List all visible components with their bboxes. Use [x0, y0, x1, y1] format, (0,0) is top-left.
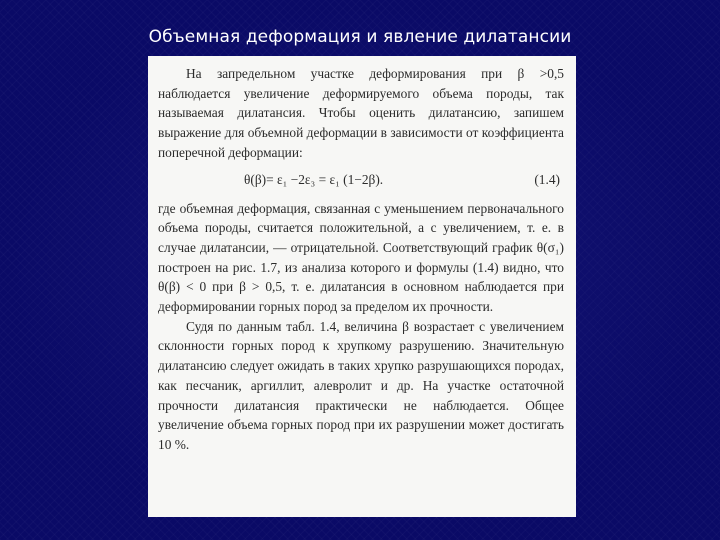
- paragraph-volumetric-strain: где объемная деформация, связанная с уменьшением первоначального объема породы, считается положительной, а с увеличением, т. е. в случае дилатансии, — отрицательной. Соответствующий график θ(σ₁) построен на рис. 1.7, из анализа которого и формулы (1.4) видно, что θ(β) < 0 при β > 0,5, т. е. дилатансия в основном наблюдается при деформировании горных пород за пределом их прочности.: [158, 200, 564, 315]
- slide-title: Объемная деформация и явление дилатансии: [148, 27, 572, 47]
- paragraph-dilatancy-intro: На запредельном участке деформирования при β >0,5 наблюдается увеличение деформируемого объема породы, так называемая дилатансия. Чтобы оценить дилатансию, запишем выражение для объемной деформации в зависимости от коэффициента поперечной деформации:: [158, 66, 564, 160]
- equation-number: (1.4): [534, 171, 560, 187]
- formula-row: [158, 165, 564, 195]
- volumetric-strain-formula: θ(β)= ε₁ −2ε₃ = ε₁ (1−2β).: [244, 171, 384, 187]
- paragraph-brittle-rocks: Судя по данным табл. 1.4, величина β возрастает с увеличением склонности горных пород к хрупкому разрушению. Значительную дилатансию следует ожидать в таких хрупко разрушающихся породах, как песчаник, аргиллит, алевролит и др. На участке остаточной прочности дилатансия практически не наблюдается. Общее увеличение объема горных пород при их разрушении может достигать 10 %.: [158, 318, 564, 452]
- scanned-page: [148, 56, 576, 517]
